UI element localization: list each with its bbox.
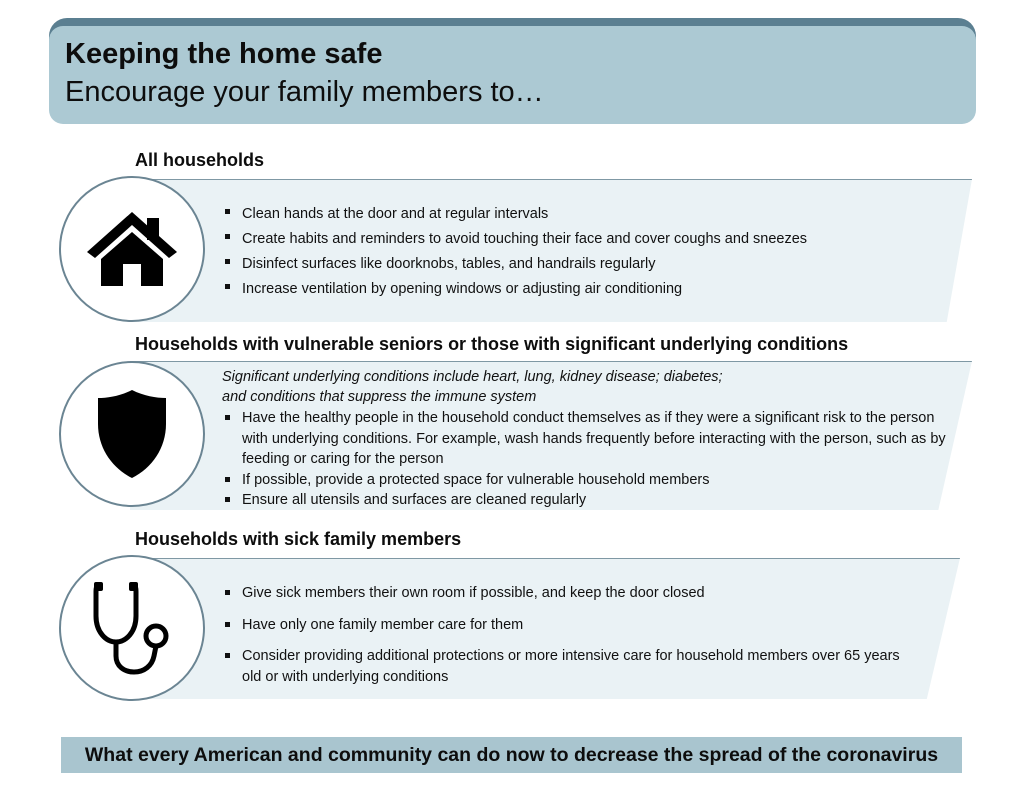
section-title-sick-households: Households with sick family members — [135, 529, 462, 549]
page-subtitle: Encourage your family members to… — [65, 76, 544, 108]
note-line: and conditions that suppress the immune system — [222, 389, 537, 405]
house-icon — [87, 210, 177, 288]
list-item: Create habits and reminders to avoid touching their face and cover coughs and sneezes — [222, 227, 942, 252]
list-item: Disinfect surfaces like doorknobs, tables, and handrails regularly — [222, 252, 942, 277]
section-title-vulnerable-households: Households with vulnerable seniors or those with significant underlying conditions — [135, 334, 849, 354]
stethoscope-icon — [92, 580, 172, 676]
list-item: If possible, provide a protected space for vulnerable household members — [222, 470, 952, 491]
note-line: Significant underlying conditions include heart, lung, kidney disease; diabetes; — [222, 369, 723, 385]
list-item: Ensure all utensils and surfaces are cleaned regularly — [222, 490, 952, 511]
bullet-list-sick-households — [222, 583, 922, 687]
icon-circle-shield — [59, 361, 205, 507]
icon-circle-stethoscope — [59, 555, 205, 701]
list-item: Consider providing additional protections or more intensive care for household members over 65 years old or with underlying conditions — [222, 646, 922, 687]
page-title: Keeping the home safe — [65, 38, 383, 70]
bullet-list-vulnerable-households — [222, 408, 952, 511]
section-title-all-households: All households — [135, 150, 265, 170]
footer-banner: What every American and community can do now to decrease the spread of the coronavirus — [61, 737, 962, 773]
list-item: Have the healthy people in the household conduct themselves as if they were a significant risk to the person with underlying conditions. For example, wash hands frequently before interacting with the person, such as by feeding or caring for the person — [222, 408, 952, 470]
list-item: Have only one family member care for them — [222, 615, 922, 636]
icon-circle-house — [59, 176, 205, 322]
header-banner — [49, 26, 976, 124]
shield-icon — [96, 388, 168, 480]
underlying-conditions-note — [222, 367, 942, 407]
list-item: Increase ventilation by opening windows or adjusting air conditioning — [222, 277, 942, 302]
list-item: Give sick members their own room if possible, and keep the door closed — [222, 583, 922, 604]
bullet-list-all-households — [222, 202, 942, 302]
list-item: Clean hands at the door and at regular intervals — [222, 202, 942, 227]
